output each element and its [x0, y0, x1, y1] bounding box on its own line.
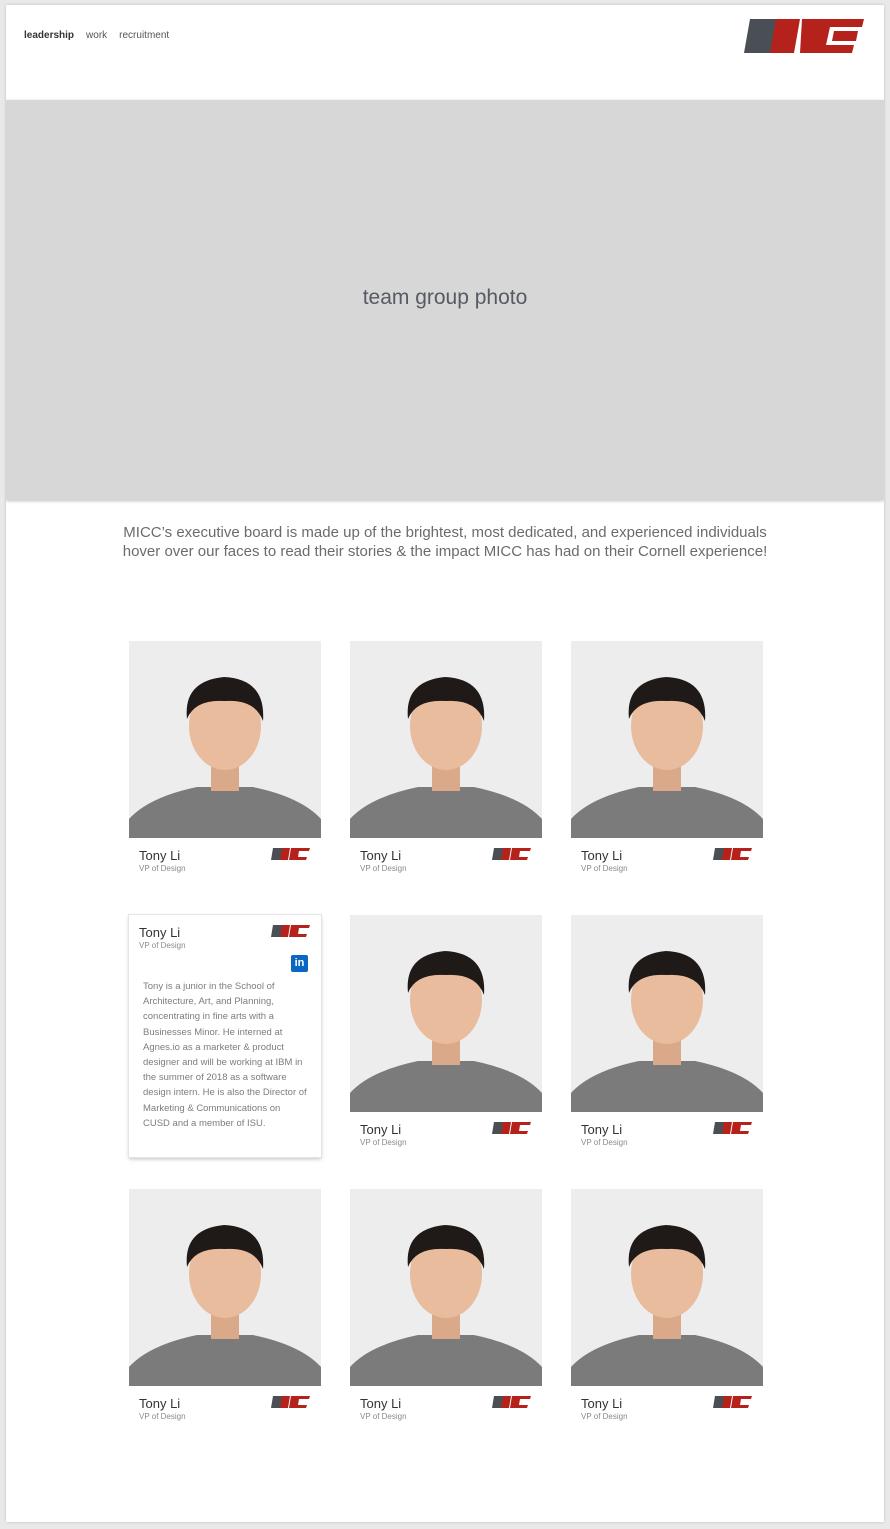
member-role: VP of Design	[581, 1412, 628, 1421]
header	[6, 5, 884, 100]
micc-logo-icon	[270, 1396, 310, 1408]
member-name: Tony Li	[581, 848, 623, 863]
member-photo	[571, 641, 763, 838]
micc-logo-icon	[712, 1396, 752, 1408]
member-name: Tony Li	[139, 1396, 181, 1411]
member-photo	[350, 1189, 542, 1386]
intro-line-2: hover over our faces to read their stories & the impact MICC has had on their Cornell experience!	[122, 543, 768, 560]
member-bio: Tony is a junior in the School of Architecture, Art, and Planning, concentrating in fine arts with a Businesses Minor. He interned at Agnes.io as a marketer & product designer and will be working at IBM in the summer of 2018 as a software design intern. He is also the Director of Marketing & Communications on CUSD and a member of ISU.	[143, 981, 307, 1129]
nav-link-leadership[interactable]: leadership	[24, 30, 75, 41]
member-name: Tony Li	[360, 1122, 402, 1137]
micc-logo-icon	[712, 1122, 752, 1134]
member-role: VP of Design	[360, 864, 407, 873]
member-photo	[129, 641, 321, 838]
member-name: Tony Li	[360, 1396, 402, 1411]
member-card[interactable]	[129, 641, 321, 881]
member-role: VP of Design	[139, 1412, 186, 1421]
member-role: VP of Design	[581, 864, 628, 873]
member-card[interactable]	[350, 641, 542, 881]
member-photo	[129, 1189, 321, 1386]
micc-logo-icon	[270, 925, 310, 937]
member-card[interactable]	[350, 1189, 542, 1429]
member-role: VP of Design	[360, 1138, 407, 1147]
member-name: Tony Li	[581, 1396, 623, 1411]
micc-logo-icon	[491, 1396, 531, 1408]
micc-logo-icon	[491, 848, 531, 860]
member-name: Tony Li	[139, 848, 181, 863]
member-name: Tony Li	[139, 925, 181, 940]
micc-logo-icon	[270, 848, 310, 860]
member-photo	[350, 641, 542, 838]
member-role: VP of Design	[139, 864, 186, 873]
hero-placeholder-text: team group photo	[362, 286, 528, 309]
member-role: VP of Design	[139, 941, 186, 950]
member-photo	[350, 915, 542, 1112]
member-card[interactable]	[350, 915, 542, 1155]
member-role: VP of Design	[581, 1138, 628, 1147]
member-name: Tony Li	[360, 848, 402, 863]
member-name: Tony Li	[581, 1122, 623, 1137]
member-role: VP of Design	[360, 1412, 407, 1421]
micc-logo-icon	[712, 848, 752, 860]
team-group-photo-placeholder	[6, 100, 884, 500]
intro-line-1: MICC’s executive board is made up of the brightest, most dedicated, and experienced individuals	[123, 524, 767, 541]
intro-text	[6, 523, 884, 561]
nav-link-recruitment[interactable]: recruitment	[119, 30, 170, 41]
micc-logo-icon	[491, 1122, 531, 1134]
member-card[interactable]	[571, 1189, 763, 1429]
member-photo	[571, 1189, 763, 1386]
member-card-expanded[interactable]	[129, 915, 321, 1157]
micc-logo[interactable]	[740, 19, 866, 55]
main-nav	[24, 30, 169, 41]
nav-link-work[interactable]: work	[86, 30, 108, 41]
page	[6, 5, 884, 1522]
member-card[interactable]	[129, 1189, 321, 1429]
linkedin-icon[interactable]: in	[291, 955, 308, 972]
member-photo	[571, 915, 763, 1112]
member-card[interactable]	[571, 915, 763, 1155]
member-card[interactable]	[571, 641, 763, 881]
